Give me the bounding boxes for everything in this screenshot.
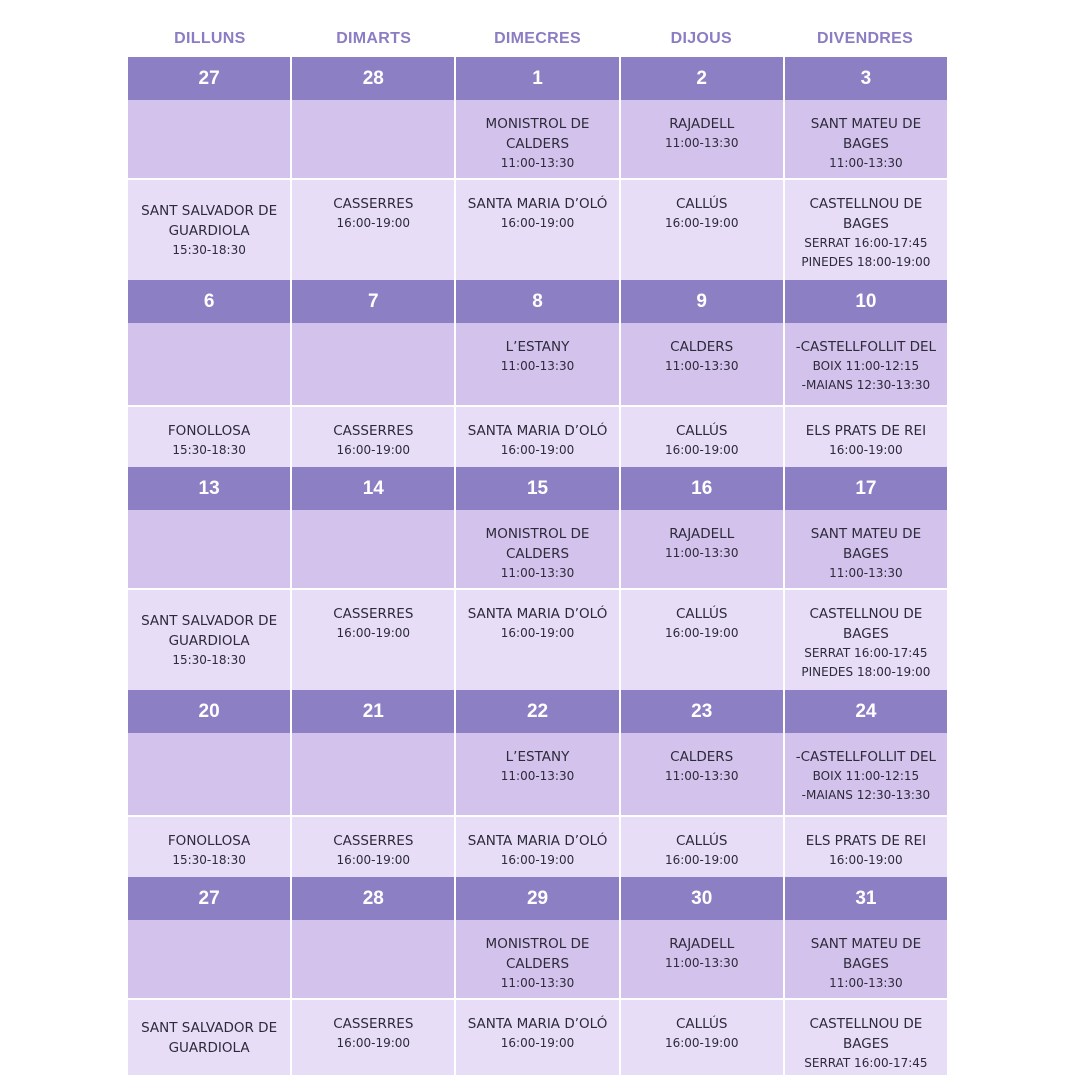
location-name: SANTA MARIA D’OLÓ xyxy=(467,606,608,622)
time-range: 11:00-13:30 xyxy=(500,976,575,990)
morning-cell xyxy=(619,510,783,588)
time-range: 16:00-19:00 xyxy=(664,853,739,867)
afternoon-cell xyxy=(454,180,618,280)
location-name: CASSERRES xyxy=(333,196,414,212)
morning-slot-row xyxy=(128,733,947,815)
afternoon-cell xyxy=(783,180,947,280)
afternoon-cell xyxy=(290,1000,454,1075)
time-range: 16:00-19:00 xyxy=(664,626,739,640)
afternoon-cell xyxy=(783,817,947,877)
location-name: CASSERRES xyxy=(333,1016,414,1032)
location-name: RAJADELL xyxy=(669,116,735,132)
time-range: 16:00-19:00 xyxy=(500,216,575,230)
afternoon-cell xyxy=(128,817,290,877)
time-range: SERRAT 16:00-17:45 PINEDES 18:00-19:00 xyxy=(801,646,931,679)
morning-cell xyxy=(290,920,454,998)
afternoon-cell xyxy=(619,1000,783,1075)
day-number: 27 xyxy=(198,67,220,89)
day-number-row xyxy=(128,467,947,510)
time-range: 11:00-13:30 xyxy=(500,566,575,580)
location-name: MONISTROL DE CALDERS xyxy=(485,526,590,562)
day-number: 6 xyxy=(203,290,215,312)
afternoon-cell xyxy=(454,590,618,690)
day-number-row xyxy=(128,57,947,100)
afternoon-slot-row xyxy=(128,998,947,1075)
weeks-grid xyxy=(128,57,947,1075)
morning-cell xyxy=(454,510,618,588)
location-name: SANT SALVADOR DE GUARDIOLA xyxy=(141,1019,278,1056)
morning-cell xyxy=(783,733,947,815)
location-name: SANT SALVADOR DE GUARDIOLA xyxy=(141,612,278,649)
afternoon-cell xyxy=(619,180,783,280)
location-name: CASSERRES xyxy=(333,833,414,849)
time-range: 16:00-19:00 xyxy=(500,1036,575,1050)
time-range: 16:00-19:00 xyxy=(336,853,411,867)
day-name-monday: DILLUNS xyxy=(174,30,246,47)
day-number: 3 xyxy=(783,57,947,100)
location-name: FONOLLOSA xyxy=(167,423,251,439)
day-number: 27 xyxy=(198,887,220,909)
day-number: 2 xyxy=(619,57,783,100)
morning-cell xyxy=(454,733,618,815)
time-range: 11:00-13:30 xyxy=(664,769,739,783)
morning-cell xyxy=(783,510,947,588)
day-number: 30 xyxy=(619,877,783,920)
morning-cell xyxy=(128,100,290,178)
morning-slot-row xyxy=(128,100,947,178)
location-name: CALDERS xyxy=(670,339,734,355)
time-range: 11:00-13:30 xyxy=(829,976,903,990)
morning-cell xyxy=(290,510,454,588)
morning-cell xyxy=(128,920,290,998)
time-range: 11:00-13:30 xyxy=(500,769,575,783)
location-name: SANTA MARIA D’OLÓ xyxy=(467,1016,608,1032)
day-number-row xyxy=(128,280,947,323)
time-range: 16:00-19:00 xyxy=(500,626,575,640)
afternoon-cell xyxy=(128,590,290,690)
day-number: 22 xyxy=(454,690,618,733)
time-range: 15:30-18:30 xyxy=(172,853,246,867)
time-range: 11:00-13:30 xyxy=(500,359,575,373)
weekday-header xyxy=(128,0,947,57)
day-number: 21 xyxy=(290,690,454,733)
morning-cell xyxy=(619,733,783,815)
morning-cell xyxy=(290,733,454,815)
afternoon-cell xyxy=(783,590,947,690)
afternoon-slot-row xyxy=(128,815,947,877)
day-number: 15 xyxy=(454,467,618,510)
location-name: SANT MATEU DE BAGES xyxy=(810,936,922,972)
day-number: 23 xyxy=(619,690,783,733)
day-number: 8 xyxy=(454,280,618,323)
day-number: 17 xyxy=(783,467,947,510)
location-name: CASSERRES xyxy=(333,606,414,622)
location-name: ELS PRATS DE REI xyxy=(805,833,927,849)
location-name: CALLÚS xyxy=(675,833,728,849)
time-range: 11:00-13:30 xyxy=(829,566,903,580)
time-range: 16:00-19:00 xyxy=(829,443,903,457)
day-name-wednesday: DIMECRES xyxy=(494,30,581,47)
time-range: 16:00-19:00 xyxy=(664,216,739,230)
location-name: CASSERRES xyxy=(333,423,414,439)
afternoon-cell xyxy=(619,590,783,690)
morning-slot-row xyxy=(128,920,947,998)
location-name: CALLÚS xyxy=(675,606,728,622)
location-name: SANT MATEU DE BAGES xyxy=(810,116,922,152)
location-name: CASTELLNOU DE BAGES xyxy=(809,1016,923,1052)
day-number: 14 xyxy=(290,467,454,510)
location-name: L’ESTANY xyxy=(505,749,570,765)
afternoon-slot-row xyxy=(128,405,947,467)
day-number: 29 xyxy=(454,877,618,920)
day-number: 13 xyxy=(198,477,220,499)
time-range: BOIX 11:00-12:15 -MAIANS 12:30-13:30 xyxy=(801,359,931,392)
afternoon-cell xyxy=(290,180,454,280)
day-number: 28 xyxy=(290,57,454,100)
morning-cell xyxy=(783,920,947,998)
time-range: 16:00-19:00 xyxy=(336,216,411,230)
time-range: BOIX 11:00-12:15 -MAIANS 12:30-13:30 xyxy=(801,769,931,802)
time-range: 15:30-18:30 xyxy=(172,242,246,257)
location-name: SANTA MARIA D’OLÓ xyxy=(467,833,608,849)
morning-cell xyxy=(783,100,947,178)
afternoon-cell xyxy=(454,1000,618,1075)
location-name: SANT SALVADOR DE GUARDIOLA xyxy=(141,202,278,239)
location-name: SANTA MARIA D’OLÓ xyxy=(467,196,608,212)
afternoon-slot-row xyxy=(128,588,947,690)
time-range: 16:00-19:00 xyxy=(500,443,575,457)
time-range: 15:30-18:30 xyxy=(172,443,246,457)
afternoon-cell xyxy=(290,407,454,467)
time-range: 16:00-19:00 xyxy=(336,1036,411,1050)
morning-cell xyxy=(619,100,783,178)
time-range: 11:00-13:30 xyxy=(664,956,739,970)
afternoon-cell xyxy=(454,407,618,467)
schedule-calendar xyxy=(128,0,947,1075)
location-name: L’ESTANY xyxy=(505,339,570,355)
afternoon-cell xyxy=(290,817,454,877)
morning-cell xyxy=(290,323,454,405)
time-range: 11:00-13:30 xyxy=(664,546,739,560)
time-range: 16:00-19:00 xyxy=(664,1036,739,1050)
morning-cell xyxy=(128,323,290,405)
location-name: CALDERS xyxy=(670,749,734,765)
location-name: -CASTELLFOLLIT DEL xyxy=(795,339,937,355)
location-name: MONISTROL DE CALDERS xyxy=(485,936,590,972)
location-name: SANTA MARIA D’OLÓ xyxy=(467,423,608,439)
afternoon-cell xyxy=(783,407,947,467)
time-range: SERRAT 16:00-17:45 xyxy=(804,1056,928,1070)
afternoon-cell xyxy=(454,817,618,877)
day-number: 10 xyxy=(783,280,947,323)
time-range: 16:00-19:00 xyxy=(829,853,903,867)
location-name: -CASTELLFOLLIT DEL xyxy=(795,749,937,765)
time-range: SERRAT 16:00-17:45 PINEDES 18:00-19:00 xyxy=(801,236,931,269)
location-name: CALLÚS xyxy=(675,423,728,439)
afternoon-cell xyxy=(128,407,290,467)
day-number: 16 xyxy=(619,467,783,510)
location-name: SANT MATEU DE BAGES xyxy=(810,526,922,562)
location-name: RAJADELL xyxy=(669,936,735,952)
day-number: 20 xyxy=(198,700,220,722)
day-number-row xyxy=(128,690,947,733)
day-number-row xyxy=(128,877,947,920)
afternoon-cell xyxy=(619,817,783,877)
location-name: CALLÚS xyxy=(675,1016,728,1032)
morning-slot-row xyxy=(128,323,947,405)
location-name: FONOLLOSA xyxy=(167,833,251,849)
day-name-thursday: DIJOUS xyxy=(670,30,732,47)
time-range: 11:00-13:30 xyxy=(664,136,739,150)
time-range: 16:00-19:00 xyxy=(336,626,411,640)
morning-cell xyxy=(783,323,947,405)
morning-cell xyxy=(290,100,454,178)
day-number: 9 xyxy=(619,280,783,323)
afternoon-cell xyxy=(619,407,783,467)
time-range: 11:00-13:30 xyxy=(500,156,575,170)
time-range: 15:30-18:30 xyxy=(172,652,246,667)
day-number: 7 xyxy=(290,280,454,323)
afternoon-cell xyxy=(783,1000,947,1075)
afternoon-cell xyxy=(128,180,290,280)
morning-cell xyxy=(128,510,290,588)
time-range: 16:00-19:00 xyxy=(500,853,575,867)
time-range: 16:00-19:00 xyxy=(664,443,739,457)
location-name: MONISTROL DE CALDERS xyxy=(485,116,590,152)
morning-cell xyxy=(619,920,783,998)
afternoon-slot-row xyxy=(128,178,947,280)
location-name: ELS PRATS DE REI xyxy=(805,423,927,439)
location-name: RAJADELL xyxy=(669,526,735,542)
afternoon-cell xyxy=(128,1000,290,1075)
day-number: 28 xyxy=(290,877,454,920)
day-name-tuesday: DIMARTS xyxy=(336,30,412,47)
afternoon-cell xyxy=(290,590,454,690)
morning-cell xyxy=(454,100,618,178)
day-number: 24 xyxy=(783,690,947,733)
morning-cell xyxy=(454,323,618,405)
location-name: CALLÚS xyxy=(675,196,728,212)
morning-slot-row xyxy=(128,510,947,588)
location-name: CASTELLNOU DE BAGES xyxy=(809,606,923,642)
morning-cell xyxy=(619,323,783,405)
day-number: 1 xyxy=(454,57,618,100)
morning-cell xyxy=(454,920,618,998)
day-number: 31 xyxy=(783,877,947,920)
morning-cell xyxy=(128,733,290,815)
day-name-friday: DIVENDRES xyxy=(817,30,914,47)
time-range: 16:00-19:00 xyxy=(336,443,411,457)
time-range: 11:00-13:30 xyxy=(664,359,739,373)
location-name: CASTELLNOU DE BAGES xyxy=(809,196,923,232)
time-range: 11:00-13:30 xyxy=(829,156,903,170)
